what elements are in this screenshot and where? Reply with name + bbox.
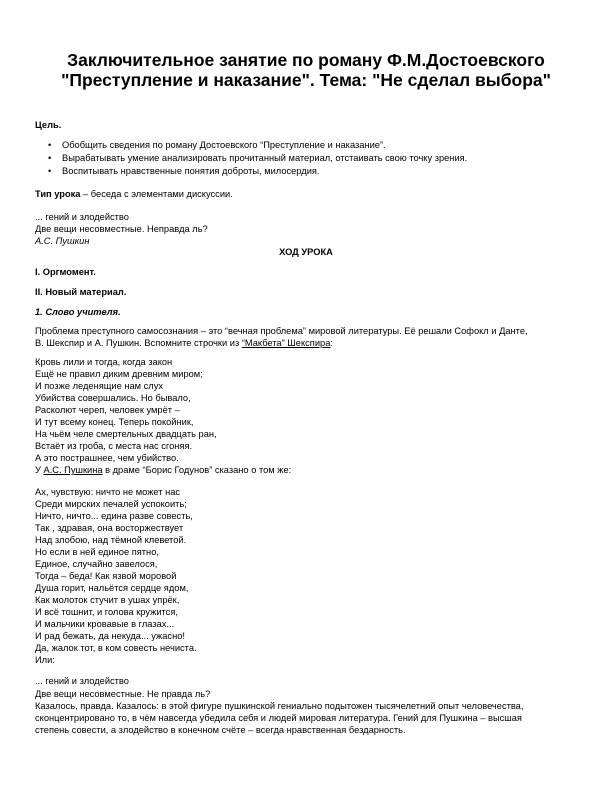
goal-item: • Воспитывать нравственные понятия доброты, милосердия. bbox=[62, 165, 320, 177]
poem-line: И тут всему конец. Теперь покойник, bbox=[35, 417, 194, 427]
lesson-type-text: – беседа с элементами дискуссии. bbox=[80, 189, 233, 199]
godunov-text: У bbox=[35, 465, 44, 475]
poem-line: Так , здравая, она восторжествует bbox=[35, 523, 184, 533]
epigraph-author: А.С. Пушкин bbox=[35, 236, 90, 246]
intro-text: В. Шекспир и А. Пушкин. Вспомните строчки из bbox=[35, 338, 242, 348]
godunov-text: в драме “Борис Годунов” сказано о том же: bbox=[102, 465, 292, 475]
section-heading: II. Новый материал. bbox=[35, 287, 127, 297]
goal-label: Цель. bbox=[35, 120, 62, 130]
pushkin-link[interactable]: А.С. Пушкина bbox=[43, 465, 103, 475]
paragraph-line: степень совести, а злодейство в конечном счёте – всегда нравственная бездарность. bbox=[35, 725, 406, 735]
godunov-intro bbox=[35, 464, 291, 476]
final-quote-line: ... гений и злодейство bbox=[35, 676, 129, 686]
subsection-heading: 1. Слово учителя. bbox=[35, 307, 121, 317]
lesson-type-label: Тип урока bbox=[35, 189, 81, 199]
lesson-type bbox=[35, 188, 233, 200]
closing-paragraph bbox=[35, 700, 523, 736]
intro-paragraph-line: Проблема преступного самосознания – это “вечная проблема” мировой литературы. Её решали Софокл и Данте, bbox=[35, 326, 528, 336]
poem-line: Душа горит, нальётся сердце ядом, bbox=[35, 583, 189, 593]
poem-line: И рад бежать, да некуда... ужасно! bbox=[35, 631, 185, 641]
godunov-poem bbox=[35, 486, 197, 666]
poem-line: Как молоток стучит в ушах упрёк, bbox=[35, 595, 180, 605]
macbeth-poem bbox=[35, 356, 217, 464]
section-heading: I. Оргмомент. bbox=[35, 267, 96, 277]
poem-line: На чьём челе смертельных двадцать ран, bbox=[35, 429, 217, 439]
page-title: Заключительное занятие по роману Ф.М.Достоевского "Преступление и наказание". Тема: "Не сделал выбора" bbox=[61, 50, 551, 90]
goal-item: • Вырабатывать умение анализировать прочитанный материал, отстаивать свою точку зрения. bbox=[62, 152, 467, 164]
epigraph-line: Две вещи несовместные. Неправда ль? bbox=[35, 224, 208, 234]
macbeth-link[interactable]: “Макбета” Шекспира bbox=[241, 338, 331, 348]
poem-line: Единое, случайно завелося, bbox=[35, 559, 158, 569]
paragraph-line: Казалось, правда. Казалось: в этой фигуре пушкинской гениально подытожен тысячелетний опыт человечества, bbox=[35, 701, 524, 711]
poem-line: Тогда – беда! Как язвой моровой bbox=[35, 571, 177, 581]
poem-line: И позже леденящие нам слух bbox=[35, 381, 164, 391]
poem-line: Но если в ней единое пятно, bbox=[35, 547, 159, 557]
poem-line: Или: bbox=[35, 655, 55, 665]
poem-line: Кровь лили и тогда, когда закон bbox=[35, 357, 173, 367]
poem-line: Убийства совершались. Но бывало, bbox=[35, 393, 191, 403]
poem-line: Ах, чувствую: ничто не может нас bbox=[35, 487, 181, 497]
poem-line: Да, жалок тот, в ком совесть нечиста. bbox=[35, 643, 197, 653]
poem-line: Среди мирских печалей успокоить; bbox=[35, 499, 187, 509]
poem-line: А это пострашнее, чем убийство. bbox=[35, 453, 179, 463]
course-heading: ХОД УРОКА bbox=[279, 247, 333, 257]
epigraph-line: ... гений и злодейство bbox=[35, 212, 129, 222]
poem-line: И всё тошнит, и голова кружится, bbox=[35, 607, 178, 617]
poem-line: Над злобою, над тёмной клеветой. bbox=[35, 535, 187, 545]
paragraph-line: сконцентрировано то, в чём навсегда убедила себя и людей мировая литература. Гений для Пушкина – высшая bbox=[35, 713, 522, 723]
poem-line: Ещё не правил диким древним миром; bbox=[35, 369, 203, 379]
intro-paragraph-line bbox=[35, 337, 333, 349]
intro-text: : bbox=[330, 338, 333, 348]
final-quote-line: Две вещи несовместные. Не правда ль? bbox=[35, 689, 211, 699]
poem-line: Расколют череп, человек умрёт – bbox=[35, 405, 180, 415]
goal-item: • Обобщить сведения по роману Достоевского “Преступление и наказание”. bbox=[62, 139, 386, 151]
poem-line: Ничто, ничто... едина разве совесть, bbox=[35, 511, 193, 521]
poem-line: Встаёт из гроба, с места нас сгоняя. bbox=[35, 441, 193, 451]
poem-line: И мальчики кровавые в глазах... bbox=[35, 619, 175, 629]
